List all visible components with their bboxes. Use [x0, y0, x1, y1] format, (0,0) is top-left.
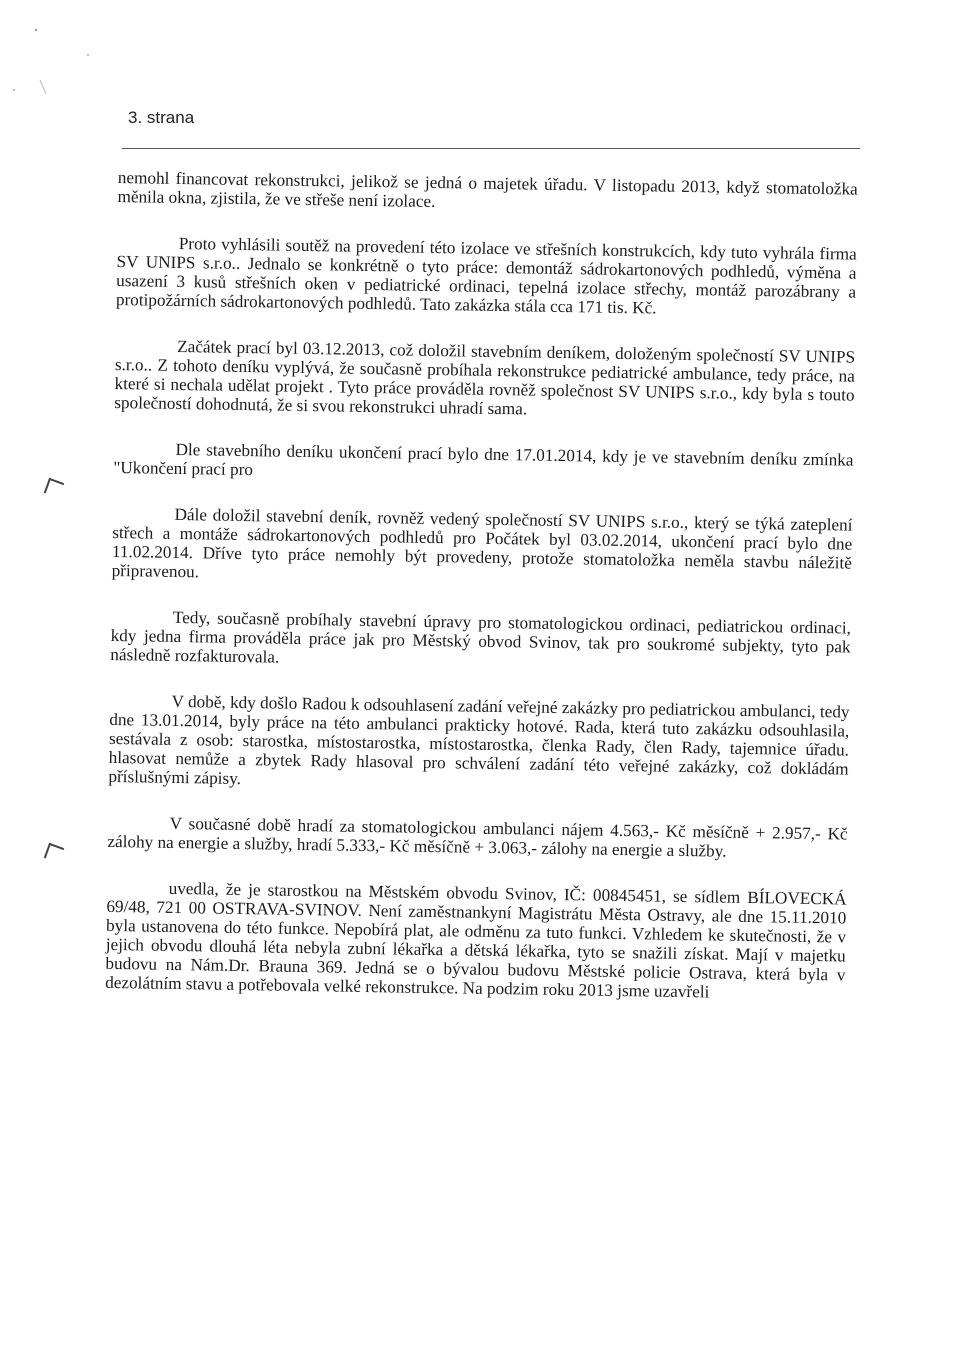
page-label: 3. strana [128, 108, 195, 127]
paragraph: Dle stavebního deníku ukončení prací bylo dne 17.01.2014, kdy je ve stavebním deníku zmínka "Ukončení prací pro [113, 439, 854, 480]
paragraph: Proto vyhlásili soutěž na provedení této izolace ve střešních konstrukcích, kdy tuto vyhrála firma SV UNIPS s.r.o.. Jednalo se konkrétně o tyto práce: demontáž sádrokartonových podhledů, výměna a usazení 3 kusů střešních oken v pediatrické ordinaci, tepelná izolace střechy, montáž parozábrany a protipožárních sádrokartonových podhledů. Tato zakázka stála cca 171 tis. Kč. [115, 233, 857, 318]
paragraph: nemohl financovat rekonstrukci, jelikož se jedná o majetek úřadu. V listopadu 2013, když stomatoložka měnila okna, zjistila, že ve střeše není izolace. [117, 168, 858, 211]
paragraph: Začátek prací byl 03.12.2013, což doložil stavebním deníkem, doloženým společností SV UNIPS s.r.o.. Z tohoto deníku vyplývá, že současně probíhala rekonstrukce pediatrické ambulance, tedy práce, na které si nechala udělat projekt . Tyto práce prováděla rovněž společnost SV UNIPS s.r.o., kdy byla s touto společností dohodnutá, že si svou rekonstrukci uhradí sama. [114, 336, 856, 419]
paragraph: V současné době hradí za stomatologickou ambulanci nájem 4.563,- Kč měsíčně + 2.957,- Kč zálohy na energie a služby, hradí 5.333,- Kč měsíčně + 3.063,- zálohy na energie a služby. [107, 813, 848, 861]
binding-mark [44, 478, 65, 499]
scan-specks [0, 0, 140, 120]
paragraph: V době, kdy došlo Radou k odsouhlasení zadání veřejné zakázky pro pediatrickou ambulanci, tedy dne 13.01.2014, byly práce na této ambulanci prakticky hotové. Rada, která tuto zakázku odsouhlasila, sestávala z osob: starostka, místostarostka, místostarostka, členka Rady, člen Rady, tajemnice úřadu. hlasovat nemůže a zbytek Rady hlasoval pro schválení zadání této veřejné zakázky, což dokládám příslušnými zápisy. [108, 691, 850, 789]
paragraph: uvedla, že je starostkou na Městském obvodu Svinov, IČ: 00845451, se sídlem BÍLOVECKÁ 69/48, 721 00 OSTRAVA-SVINOV. Není zaměstnankyní Magistrátu Města Ostravy, ale dne 15.11.2010 byla ustanovena do této funkce. Nepobírá plat, ale odměnu za tuto funkci. Vzhledem ke skutečnosti, že v jejich obvodu dlouhá léta nebyla zubní lékařka a dětská lékařka, tyto se snažili získat. Mají v majetku budovu na Nám.Dr. Brauna 369. Jedná se o bývalou budovu Městské policie Ostrava, která byla v dezolátním stavu a potřebovala velké rekonstrukce. Na podzim roku 2013 jsme uzavřeli [105, 878, 847, 1002]
paragraph: Dále doložil stavební deník, rovněž vedený společností SV UNIPS s.r.o., který se týká zateplení střech a montáže sádrokartonových podhledů pro Počátek byl 03.02.2014, ukončení prací bylo dne 11.02.2014. Dříve tyto práce nemohly být provedeny, protože stomatoložka neměla stavbu náležitě připravenou. [111, 504, 853, 582]
binding-mark [44, 843, 65, 864]
header-divider [122, 148, 860, 149]
document-body [105, 168, 858, 1031]
paragraph: Tedy, současně probíhaly stavební úpravy pro stomatologickou ordinaci, pediatrickou ordinaci, kdy jedna firma prováděla práce jak pro Městský obvod Svinov, tak pro soukromé subjekty, tyto pak následně rozfakturovala. [110, 607, 852, 667]
